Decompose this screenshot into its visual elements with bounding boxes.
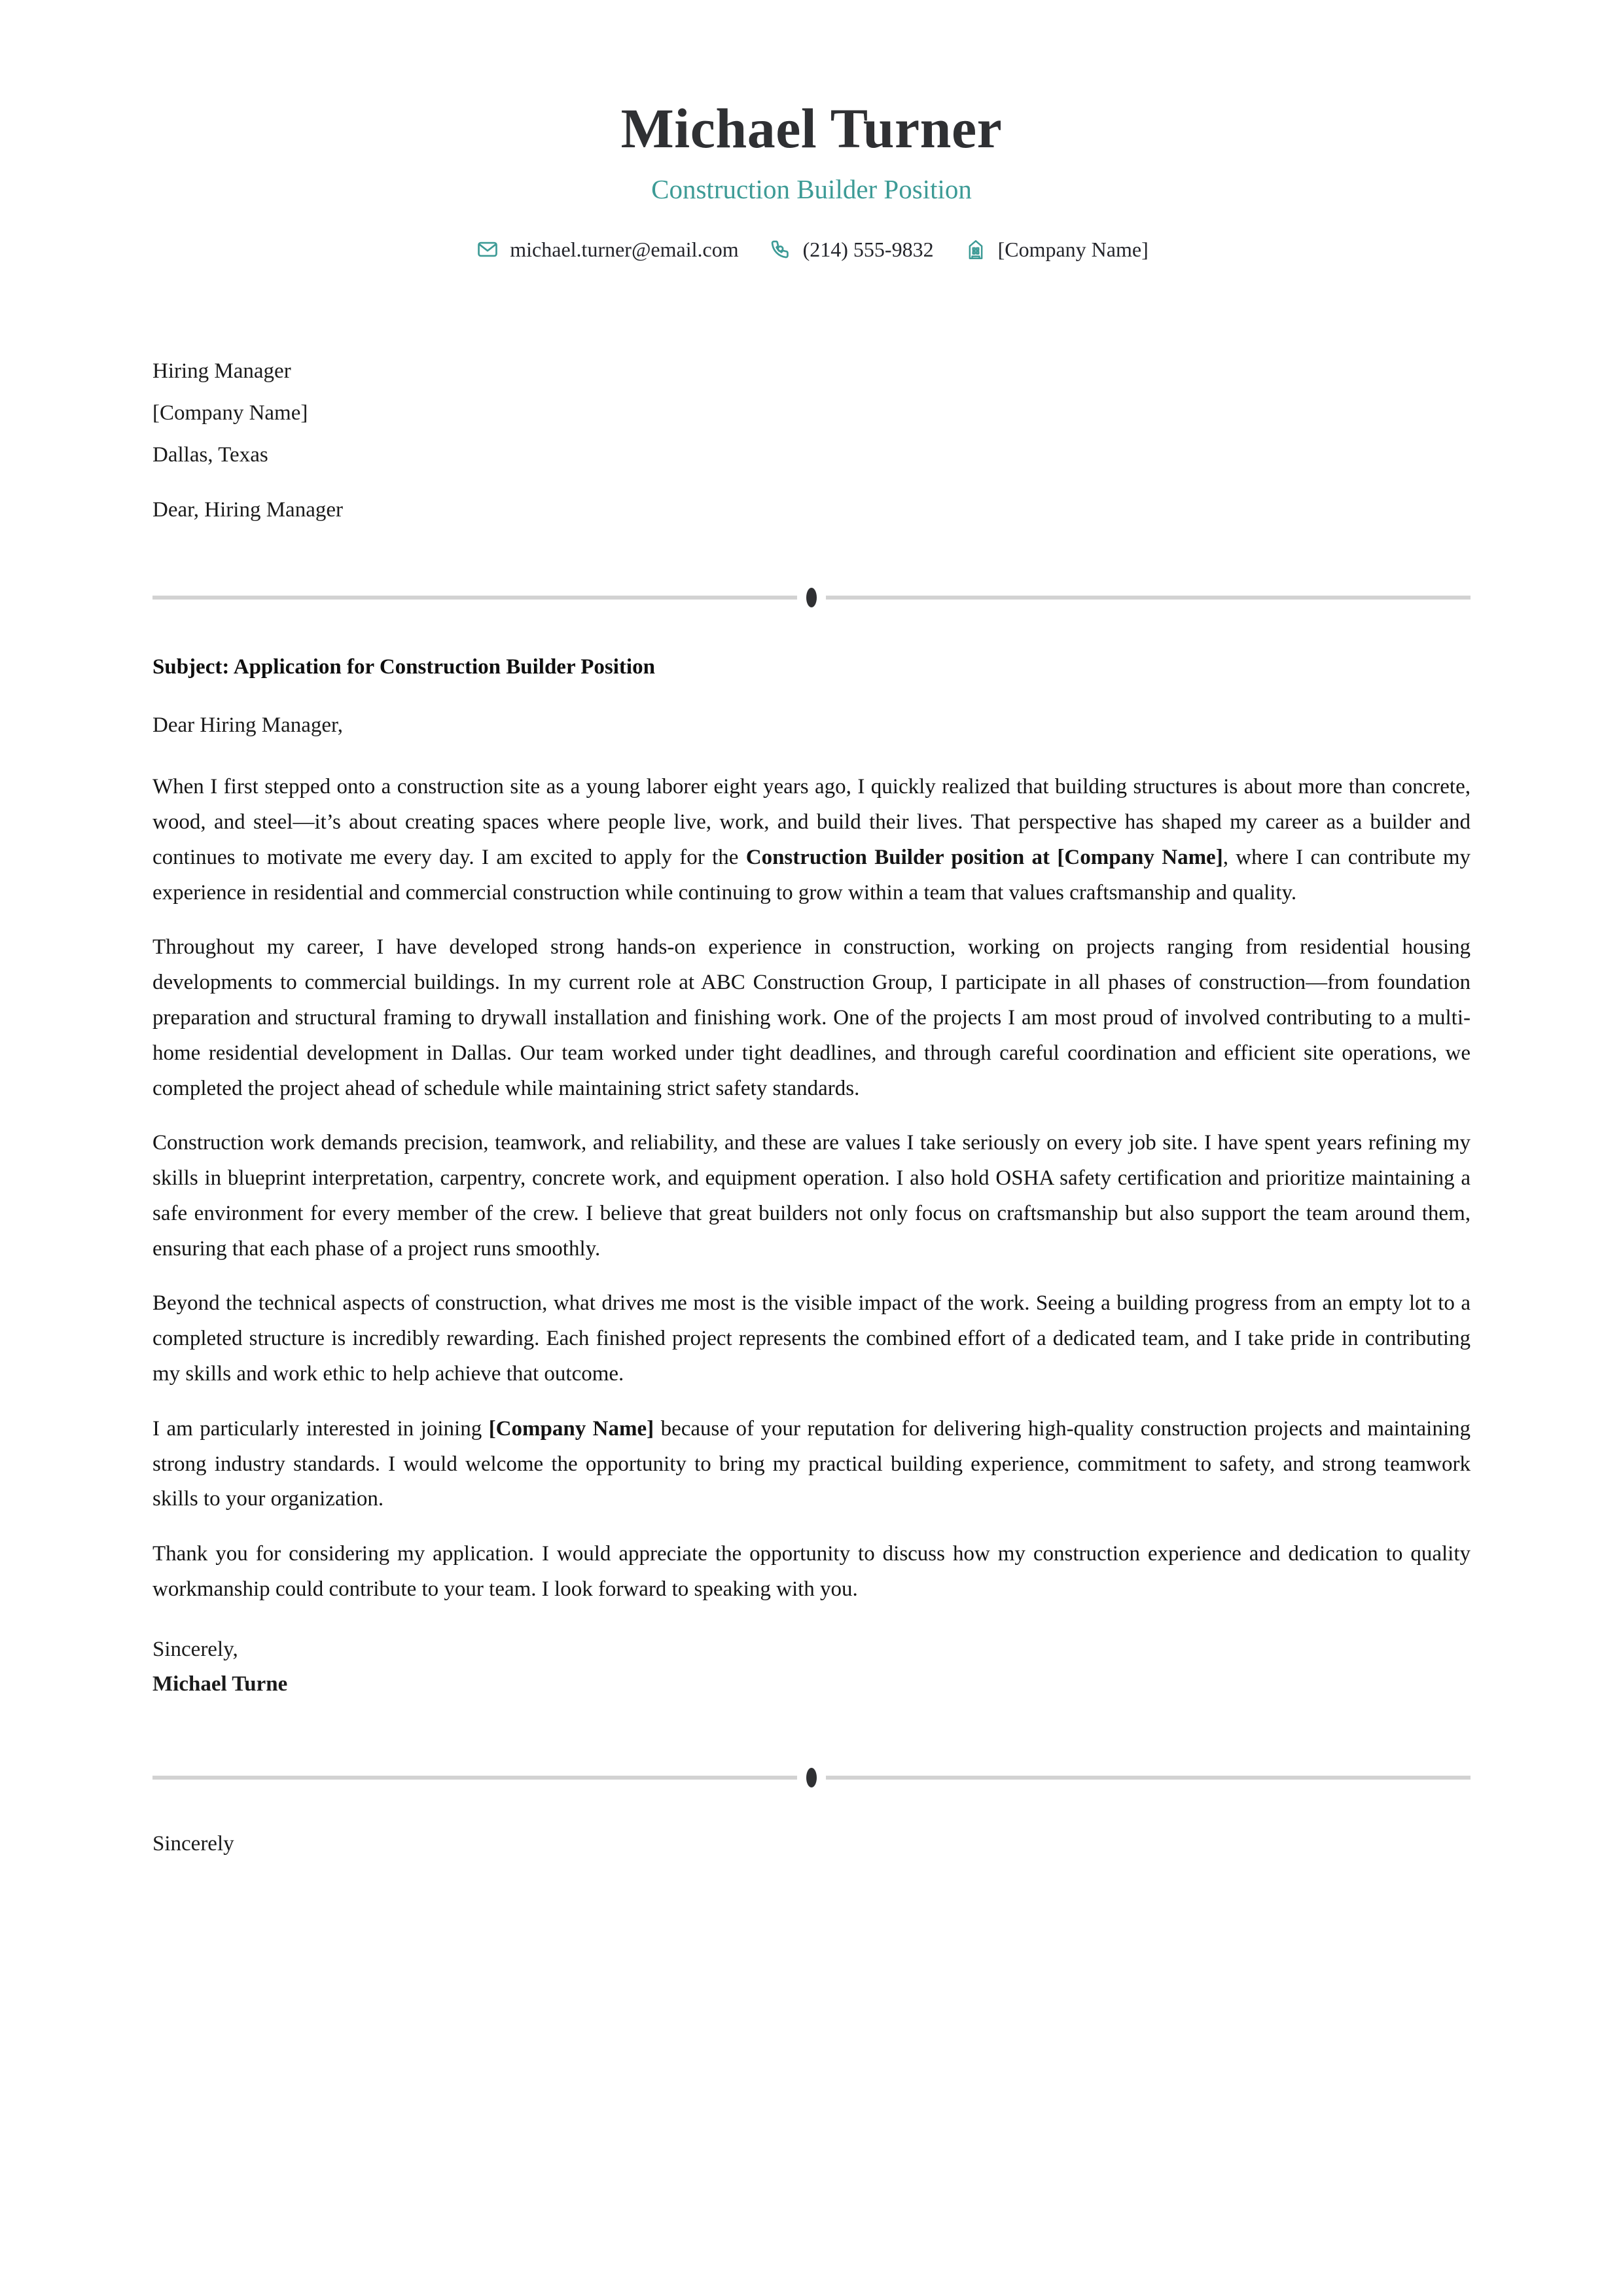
recipient-line-3: Dallas, Texas [152,443,268,467]
letter-paragraph-5 [152,1412,1471,1517]
footer-divider-dot [806,1768,817,1787]
letter-header [152,0,1471,262]
contact-email-value: michael.turner@email.com [510,237,739,261]
letter-body [152,655,1471,1702]
closing-text: Sincerely, [152,1637,238,1661]
letter-subject: Subject: Application for Construction Builder Position [152,655,655,679]
contact-company-value: [Company Name] [997,237,1149,261]
contact-row [152,236,1471,262]
footer-divider-rule-right [826,1776,1471,1780]
letter-paragraph-2: Throughout my career, I have developed strong hands-on experience in construction, working on projects ranging from residential housing developments to commercial buildings. In my current role at ABC Construction Group, I participate in all phases of construction—from foundation preparation and structural framing to drywall installation and finishing work. One of the projects I am most proud of involved contributing to a multi-home residential development in Dallas. Our team worked under tight deadlines, and through careful coordination and efficient site operations, we completed the project ahead of schedule while maintaining strict safety standards. [152,935,1471,1100]
contact-email[interactable] [474,236,738,262]
contact-company[interactable] [963,236,1149,262]
footer-closing-text: Sincerely [152,1831,234,1856]
letter-paragraph-3: Construction work demands precision, teamwork, and reliability, and these are values I take seriously on every job site. I have spent years refining my skills in blueprint interpretation, carpentry, concrete work, and equipment operation. I also hold OSHA safety certification and prioritize maintaining a safe environment for every member of the crew. I believe that great builders not only focus on craftsmanship but also support the team around them, ensuring that each phase of a project runs smoothly. [152,1131,1471,1261]
paragraph-5-text-b: because of your reputation for delivering high-quality construction projects and maintaining strong industry standards. I would welcome the opportunity to bring my practical building experience, commitment to safety, and strong teamwork skills to your organization. [152,1416,1471,1511]
contact-phone-value: (214) 555-9832 [802,237,934,261]
applicant-name: Michael Turner [620,97,1003,160]
signature-name: Michael Turne [152,1672,288,1696]
recipient-salutation: Dear, Hiring Manager [152,498,343,522]
divider-dot [806,588,817,607]
divider-rule-left [152,596,797,600]
recipient-block [152,361,1471,521]
paragraph-1-bold: Construction Builder position at [Company Name] [745,845,1223,869]
building-icon [963,236,989,262]
paragraph-1-text-b: , where I can contribute my experience in residential and commercial construction while continuing to grow within a team that values craftsmanship and quality. [152,845,1471,905]
ornamental-divider-top [152,588,1471,607]
footer-divider-rule-left [152,1776,797,1780]
recipient-line-2: [Company Name] [152,401,308,425]
envelope-icon [474,236,501,262]
letter-greeting: Dear Hiring Manager, [152,713,343,737]
applicant-position-subtitle: Construction Builder Position [651,173,972,204]
letter-signoff [152,1632,1471,1702]
letter-paragraph-1 [152,770,1471,910]
letter-paragraph-4: Beyond the technical aspects of construction, what drives me most is the visible impact of the work. Seeing a building progress from an empty lot to a completed structure is incredibly rewarding. Each finished project represents the combined effort of a dedicated team, and I take pride in contributing my skills and work ethic to help achieve that outcome. [152,1291,1471,1386]
contact-phone[interactable] [768,236,934,262]
paragraph-1-text-a: When I first stepped onto a construction site as a young laborer eight years ago, I quickly realized that building structures is about more than concrete, wood, and steel—it’s about creating spaces where people live, work, and build their lives. That perspective has shaped my career as a builder and continues to motivate me every day. I am excited to apply for the [152,775,1471,869]
ornamental-divider-bottom [152,1768,1471,1787]
letter-paragraph-6: Thank you for considering my application. I would appreciate the opportunity to discuss how my construction experience and dedication to quality workmanship could contribute to your team. I look forward to speaking with you. [152,1542,1471,1601]
phone-icon [768,236,794,262]
divider-rule-right [826,596,1471,600]
paragraph-5-bold: [Company Name] [488,1416,654,1441]
recipient-line-1: Hiring Manager [152,359,291,384]
paragraph-5-text-a: I am particularly interested in joining [152,1416,489,1441]
